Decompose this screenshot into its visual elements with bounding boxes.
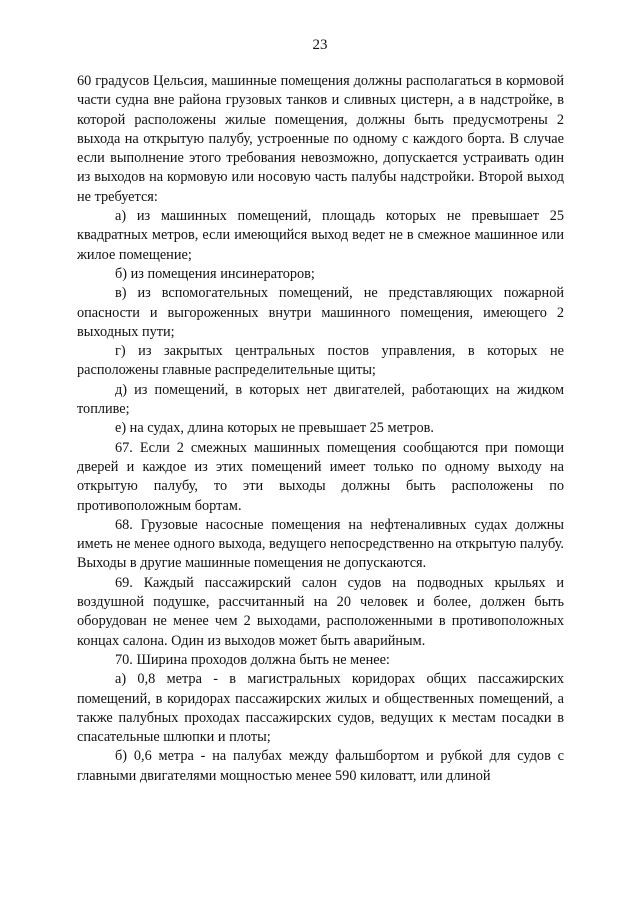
document-body	[77, 72, 564, 786]
paragraph-69: 69. Каждый пассажирский салон судов на подводных крыльях и воздушной подушке, рассчитанный на 20 человек и более, должен быть оборудован не менее чем 2 выходами, расположенными в противоположных концах салона. Один из выходов может быть аварийным.	[77, 574, 564, 649]
paragraph-70-item-a: а) 0,8 метра - в магистральных коридорах общих пассажирских помещений, в коридорах пассажирских жилых и общественных помещений, а также палубных проходах пассажирских судов, ведущих к местам посадки в спасательные шлюпки и плоты;	[77, 671, 564, 746]
paragraph-continuation: 60 градусов Цельсия, машинные помещения должны располагаться в кормовой части судна вне района грузовых танков и сливных цистерн, а в надстройке, в которой расположены жилые помещения, должны быть предусмотрены 2 выхода на открытую палубу, устроенные по одному с каждого борта. В случае если выполнение этого требования невозможно, допускается устраивать один из выходов на кормовую или носовую часть палубы надстройки. Второй выход не требуется:	[77, 73, 564, 205]
paragraph-item-d: д) из помещений, в которых нет двигателей, работающих на жидком топливе;	[77, 381, 564, 418]
paragraph-70: 70. Ширина проходов должна быть не менее:	[115, 651, 390, 668]
paragraph-item-e: е) на судах, длина которых не превышает 25 метров.	[115, 420, 434, 437]
paragraph-item-b: б) из помещения инсинераторов;	[115, 265, 315, 282]
paragraph-item-v: в) из вспомогательных помещений, не представляющих пожарной опасности и выгороженных внутри машинного помещения, имеющего 2 выходных пути;	[77, 285, 564, 340]
page-number: 23	[312, 37, 328, 53]
paragraph-68: 68. Грузовые насосные помещения на нефтеналивных судах должны иметь не менее одного выхода, ведущего непосредственно на открытую палубу. Выходы в другие машинные помещения не допускаются.	[77, 516, 564, 572]
paragraph-67: 67. Если 2 смежных машинных помещения сообщаются при помощи дверей и каждое из этих помещений имеет только по одному выходу на открытую палубу, то эти выходы должны быть расположены по противоположным бортам.	[77, 439, 564, 514]
paragraph-item-a: а) из машинных помещений, площадь которых не превышает 25 квадратных метров, если имеющийся выход ведет не в смежное машинное или жилое помещение;	[77, 208, 564, 263]
paragraph-70-item-b: б) 0,6 метра - на палубах между фальшбортом и рубкой для судов с главными двигателями мощностью менее 590 киловатт, или длиной	[77, 748, 564, 784]
paragraph-item-g: г) из закрытых центральных постов управления, в которых не расположены главные распределительные щиты;	[77, 343, 564, 379]
